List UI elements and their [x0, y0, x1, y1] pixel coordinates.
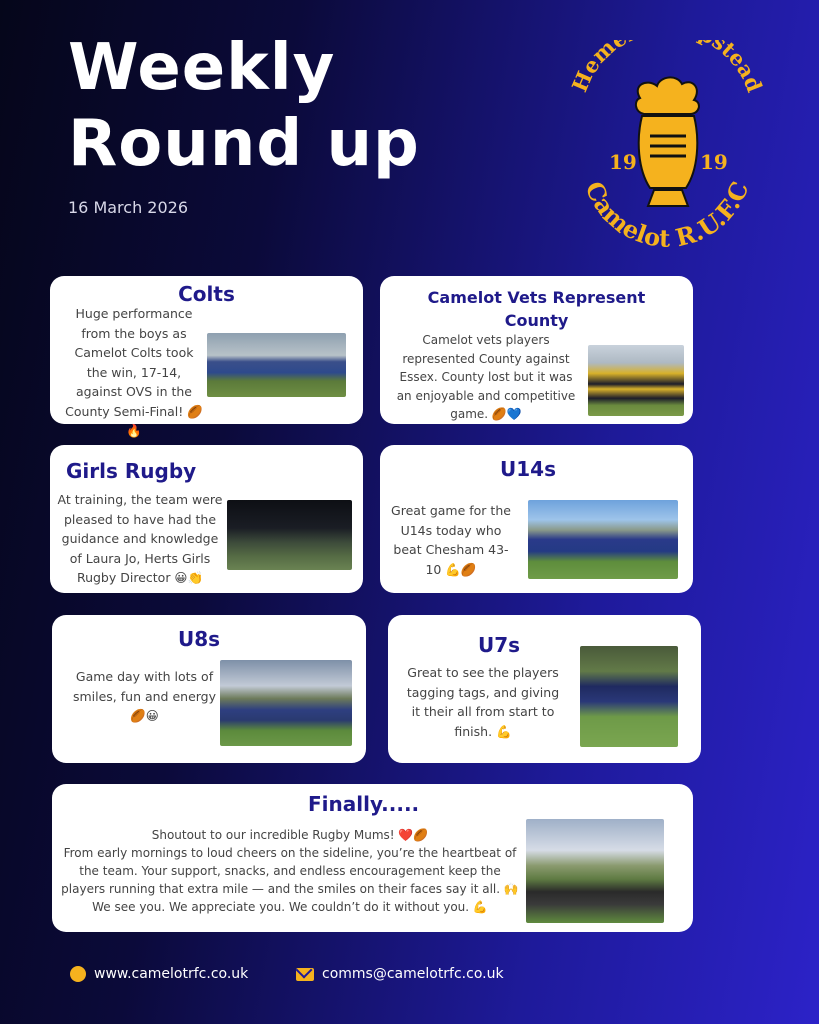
card-u7 — [388, 615, 701, 763]
vets-team-photo — [588, 345, 684, 416]
card-finally-title: Finally..... — [308, 792, 420, 816]
card-vets-text: Camelot vets players represented County against Essex. County lost but it was an enjoyable and competitive game. 🏉💙 — [396, 333, 576, 421]
card-girls-text: At training, the team were pleased to have had the guidance and knowledge of Laura Jo, Herts Girls Rugby Director 😀👏 — [57, 492, 223, 585]
logo-bottom-text: Camelot R.U.F.C — [579, 177, 755, 253]
card-u14-title: U14s — [500, 457, 556, 481]
finally-line-1: Shoutout to our incredible Rugby Mums! ❤️🏉 — [151, 828, 429, 842]
card-vets — [380, 276, 693, 424]
card-u8-text: Game day with lots of smiles, fun and energy🏉😀 — [72, 669, 217, 723]
rugby-mums-photo — [526, 819, 664, 923]
card-finally-text — [58, 826, 522, 916]
card-colts — [50, 276, 363, 438]
title-line-2: Round up — [68, 107, 420, 181]
u7-players-photo — [580, 646, 678, 747]
footer-email[interactable] — [296, 966, 504, 982]
card-u7-title: U7s — [478, 633, 521, 657]
footer-website[interactable] — [70, 966, 248, 982]
knight-helmet-icon — [636, 77, 699, 206]
card-u7-text: Great to see the players tagging tags, and giving it their all from start to finish. 💪 — [406, 665, 560, 739]
title-line-1: Weekly — [68, 31, 336, 105]
card-finally — [52, 784, 693, 932]
colts-team-photo — [207, 333, 346, 397]
card-u14-text: Great game for the U14s today who beat Chesham 43-10 💪🏉 — [391, 503, 511, 577]
card-colts-text: Huge performance from the boys as Camelot Colts took the win, 17-14, against OVS in the County Semi-Final! 🏉🔥 — [65, 306, 203, 438]
rugby-ball-icon — [70, 966, 86, 982]
card-u14 — [380, 445, 693, 593]
finally-line-3: the team. Your support, snacks, and endless encouragement keep the — [79, 864, 501, 878]
finally-line-5: We see you. We appreciate you. We couldn’t do it without you. 💪 — [92, 900, 488, 914]
logo-year-left: 19 — [609, 150, 637, 174]
page-title — [68, 30, 420, 182]
u8-team-photo — [220, 660, 352, 746]
website-link[interactable]: www.camelotrfc.co.uk — [94, 966, 249, 982]
logo-year-right: 19 — [700, 150, 728, 174]
card-girls — [50, 445, 363, 593]
club-logo — [562, 40, 772, 260]
envelope-icon — [296, 968, 314, 981]
finally-line-2: From early mornings to loud cheers on the sideline, you’re the heartbeat of — [63, 846, 517, 860]
card-colts-title: Colts — [178, 282, 235, 306]
girls-training-photo — [227, 500, 352, 570]
card-u8 — [52, 615, 366, 763]
logo-top-text: Hem stead — [566, 40, 768, 96]
card-u8-title: U8s — [178, 627, 221, 651]
email-link[interactable]: comms@camelotrfc.co.uk — [322, 966, 504, 982]
u14-team-photo — [528, 500, 678, 579]
card-vets-title: Camelot Vets Represent County — [427, 288, 646, 330]
finally-line-4: players running that extra mile — and the smiles on their faces say it all. 🙌 — [61, 882, 519, 896]
date-label: 16 March 2026 — [68, 198, 189, 217]
card-girls-title: Girls Rugby — [66, 459, 197, 483]
